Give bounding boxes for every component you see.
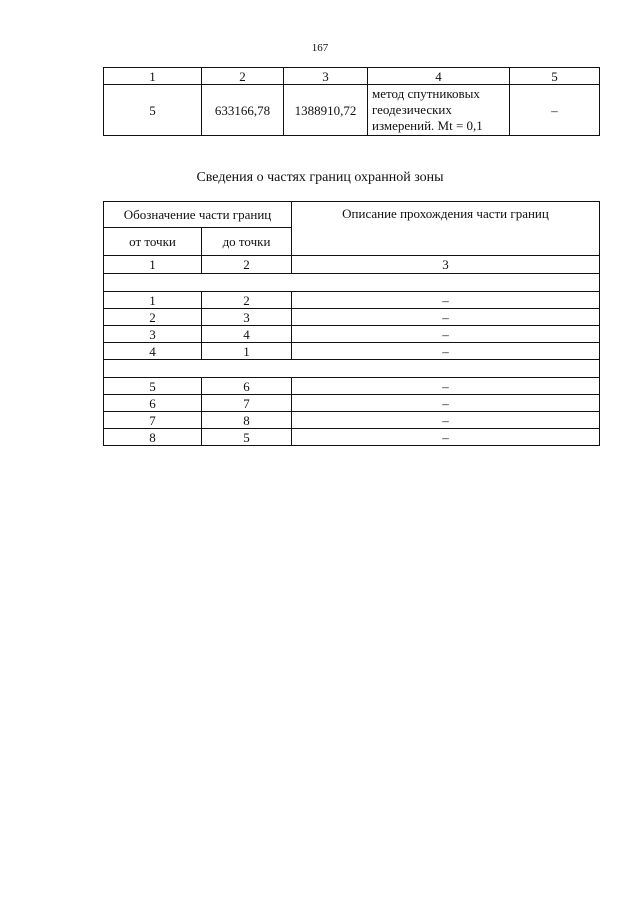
coordinate-x: 633166,78 [202,85,284,136]
table-row [104,395,600,412]
column-number: 3 [292,256,600,274]
from-point: 4 [104,343,202,360]
to-point-header: до точки [202,228,292,256]
group-separator-row [104,360,600,378]
table-row [104,292,600,309]
from-point: 5 [104,378,202,395]
coordinates-table [103,67,600,136]
measurement-method [368,85,510,136]
page-number: 167 [311,42,329,54]
from-point: 8 [104,429,202,446]
part-description: – [292,412,600,429]
part-description: – [292,395,600,412]
section-title: Сведения о частях границ охранной зоны [196,170,444,185]
part-description: – [292,378,600,395]
column-number: 1 [104,68,202,85]
column-number: 5 [510,68,600,85]
to-point: 6 [202,378,292,395]
method-line: геодезических [372,102,452,117]
table-row [104,429,600,446]
coordinate-y: 1388910,72 [284,85,368,136]
designation-header: Обозначение части границ [104,202,292,228]
from-point-header: от точки [104,228,202,256]
column-number: 3 [284,68,368,85]
part-description: – [292,326,600,343]
point-number: 5 [104,85,202,136]
table-row [104,85,600,136]
column-number: 1 [104,256,202,274]
parts-column-numbers-row [104,256,600,274]
column-number: 2 [202,256,292,274]
from-point: 3 [104,326,202,343]
to-point: 1 [202,343,292,360]
method-line: метод спутниковых [372,86,480,101]
group-separator [104,360,600,378]
part-description: – [292,292,600,309]
description-header: Описание прохождения части границ [292,202,600,256]
column-number: 4 [368,68,510,85]
to-point: 4 [202,326,292,343]
to-point: 8 [202,412,292,429]
point-description: – [510,85,600,136]
table-row [104,326,600,343]
table-row [104,309,600,326]
table-row [104,378,600,395]
column-number: 2 [202,68,284,85]
from-point: 1 [104,292,202,309]
parts-header-row [104,202,600,228]
from-point: 2 [104,309,202,326]
from-point: 7 [104,412,202,429]
coordinates-header-row [104,68,600,85]
to-point: 7 [202,395,292,412]
to-point: 5 [202,429,292,446]
part-description: – [292,309,600,326]
to-point: 2 [202,292,292,309]
table-row [104,412,600,429]
to-point: 3 [202,309,292,326]
part-description: – [292,343,600,360]
table-row [104,343,600,360]
boundary-parts-table [103,201,600,446]
group-separator [104,274,600,292]
part-description: – [292,429,600,446]
from-point: 6 [104,395,202,412]
method-line: измерений. Mt = 0,1 [372,118,483,133]
group-separator-row [104,274,600,292]
